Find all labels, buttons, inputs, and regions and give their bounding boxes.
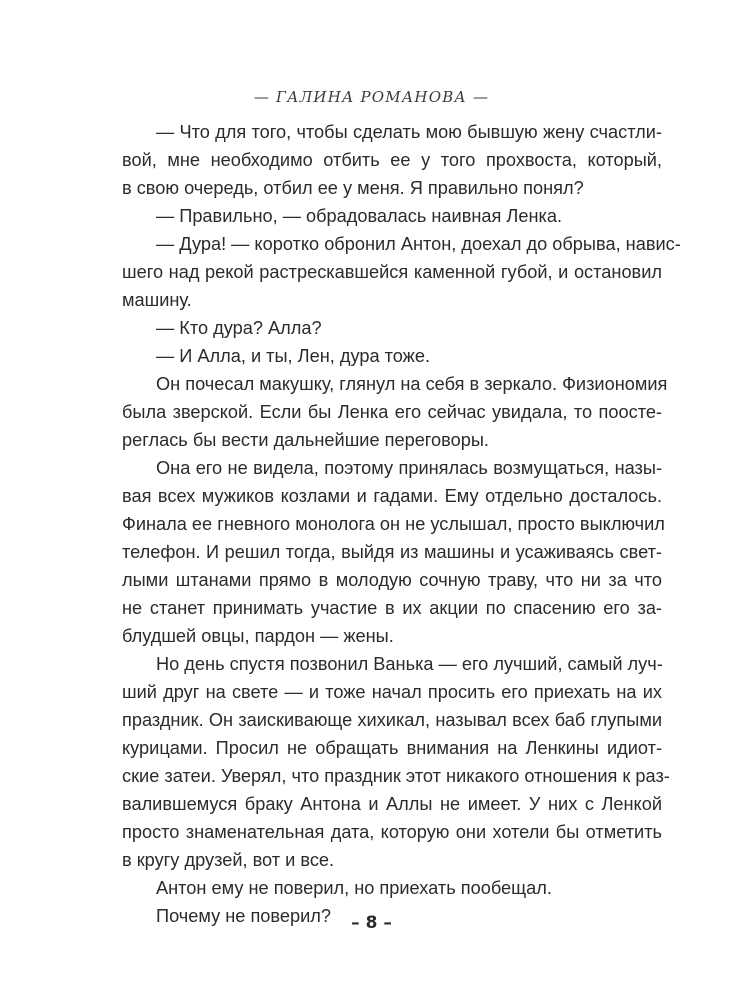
text-line: блудшей овцы, пардон — жены. <box>122 626 394 646</box>
text-line: — Кто дура? Алла? <box>156 318 322 338</box>
text-line: праздник. Он заискивающе хихикал, называл всех баб глупыми <box>122 710 662 730</box>
text-line: вой, мне необходимо отбить ее у того прохвоста, который, <box>122 150 662 170</box>
text-line: — И Алла, и ты, Лен, дура тоже. <box>156 346 431 366</box>
text-line: лыми штанами прямо в молодую сочную траву, что ни за что <box>122 570 662 590</box>
text-line: — Правильно, — обрадовалась наивная Ленка. <box>156 206 563 226</box>
text-line: Она его не видела, поэтому принялась возмущаться, назы- <box>156 458 662 478</box>
text-line: машину. <box>122 290 192 310</box>
text-line: была зверской. Если бы Ленка его сейчас увидала, то поосте- <box>122 402 662 422</box>
text-line: шего над рекой растрескавшейся каменной губой, и остановил <box>122 262 662 282</box>
text-line: валившемуся браку Антона и Аллы не имеет. У них с Ленкой <box>122 794 662 814</box>
text-line: Но день спустя позвонил Ванька — его лучший, самый луч- <box>156 654 663 674</box>
text-line: Он почесал макушку, глянул на себя в зеркало. Физиономия <box>156 374 668 394</box>
text-line: Почему не поверил? <box>156 906 331 926</box>
text-line: Финала ее гневного монолога он не услышал, просто выключил <box>122 514 665 534</box>
text-line: Антон ему не поверил, но приехать пообещал. <box>156 878 552 898</box>
page-number: – 8 – <box>351 913 392 933</box>
text-line: курицами. Просил не обращать внимания на Ленкины идиот- <box>122 738 662 758</box>
text-line: — Что для того, чтобы сделать мою бывшую жену счастли- <box>156 122 662 142</box>
text-line: вая всех мужиков козлами и гадами. Ему отдельно досталось. <box>122 486 662 506</box>
text-line: в кругу друзей, вот и все. <box>122 850 335 870</box>
text-line: ские затеи. Уверял, что праздник этот никакого отношения к раз- <box>122 766 670 786</box>
running-header-author: — ГАЛИНА РОМАНОВА — <box>253 88 490 106</box>
text-line: телефон. И решил тогда, выйдя из машины и усаживаясь свет- <box>122 542 662 562</box>
text-line: не станет принимать участие в их акции по спасению его за- <box>122 598 662 618</box>
text-line: ший друг на свете — и тоже начал просить его приехать на их <box>122 682 662 702</box>
body-text <box>122 118 681 930</box>
text-line: в свою очередь, отбил ее у меня. Я правильно понял? <box>122 178 584 198</box>
text-line: — Дура! — коротко обронил Антон, доехал до обрыва, навис- <box>156 234 681 254</box>
text-line: просто знаменательная дата, которую они хотели бы отметить <box>122 822 662 842</box>
text-line: реглась бы вести дальнейшие переговоры. <box>122 430 489 450</box>
